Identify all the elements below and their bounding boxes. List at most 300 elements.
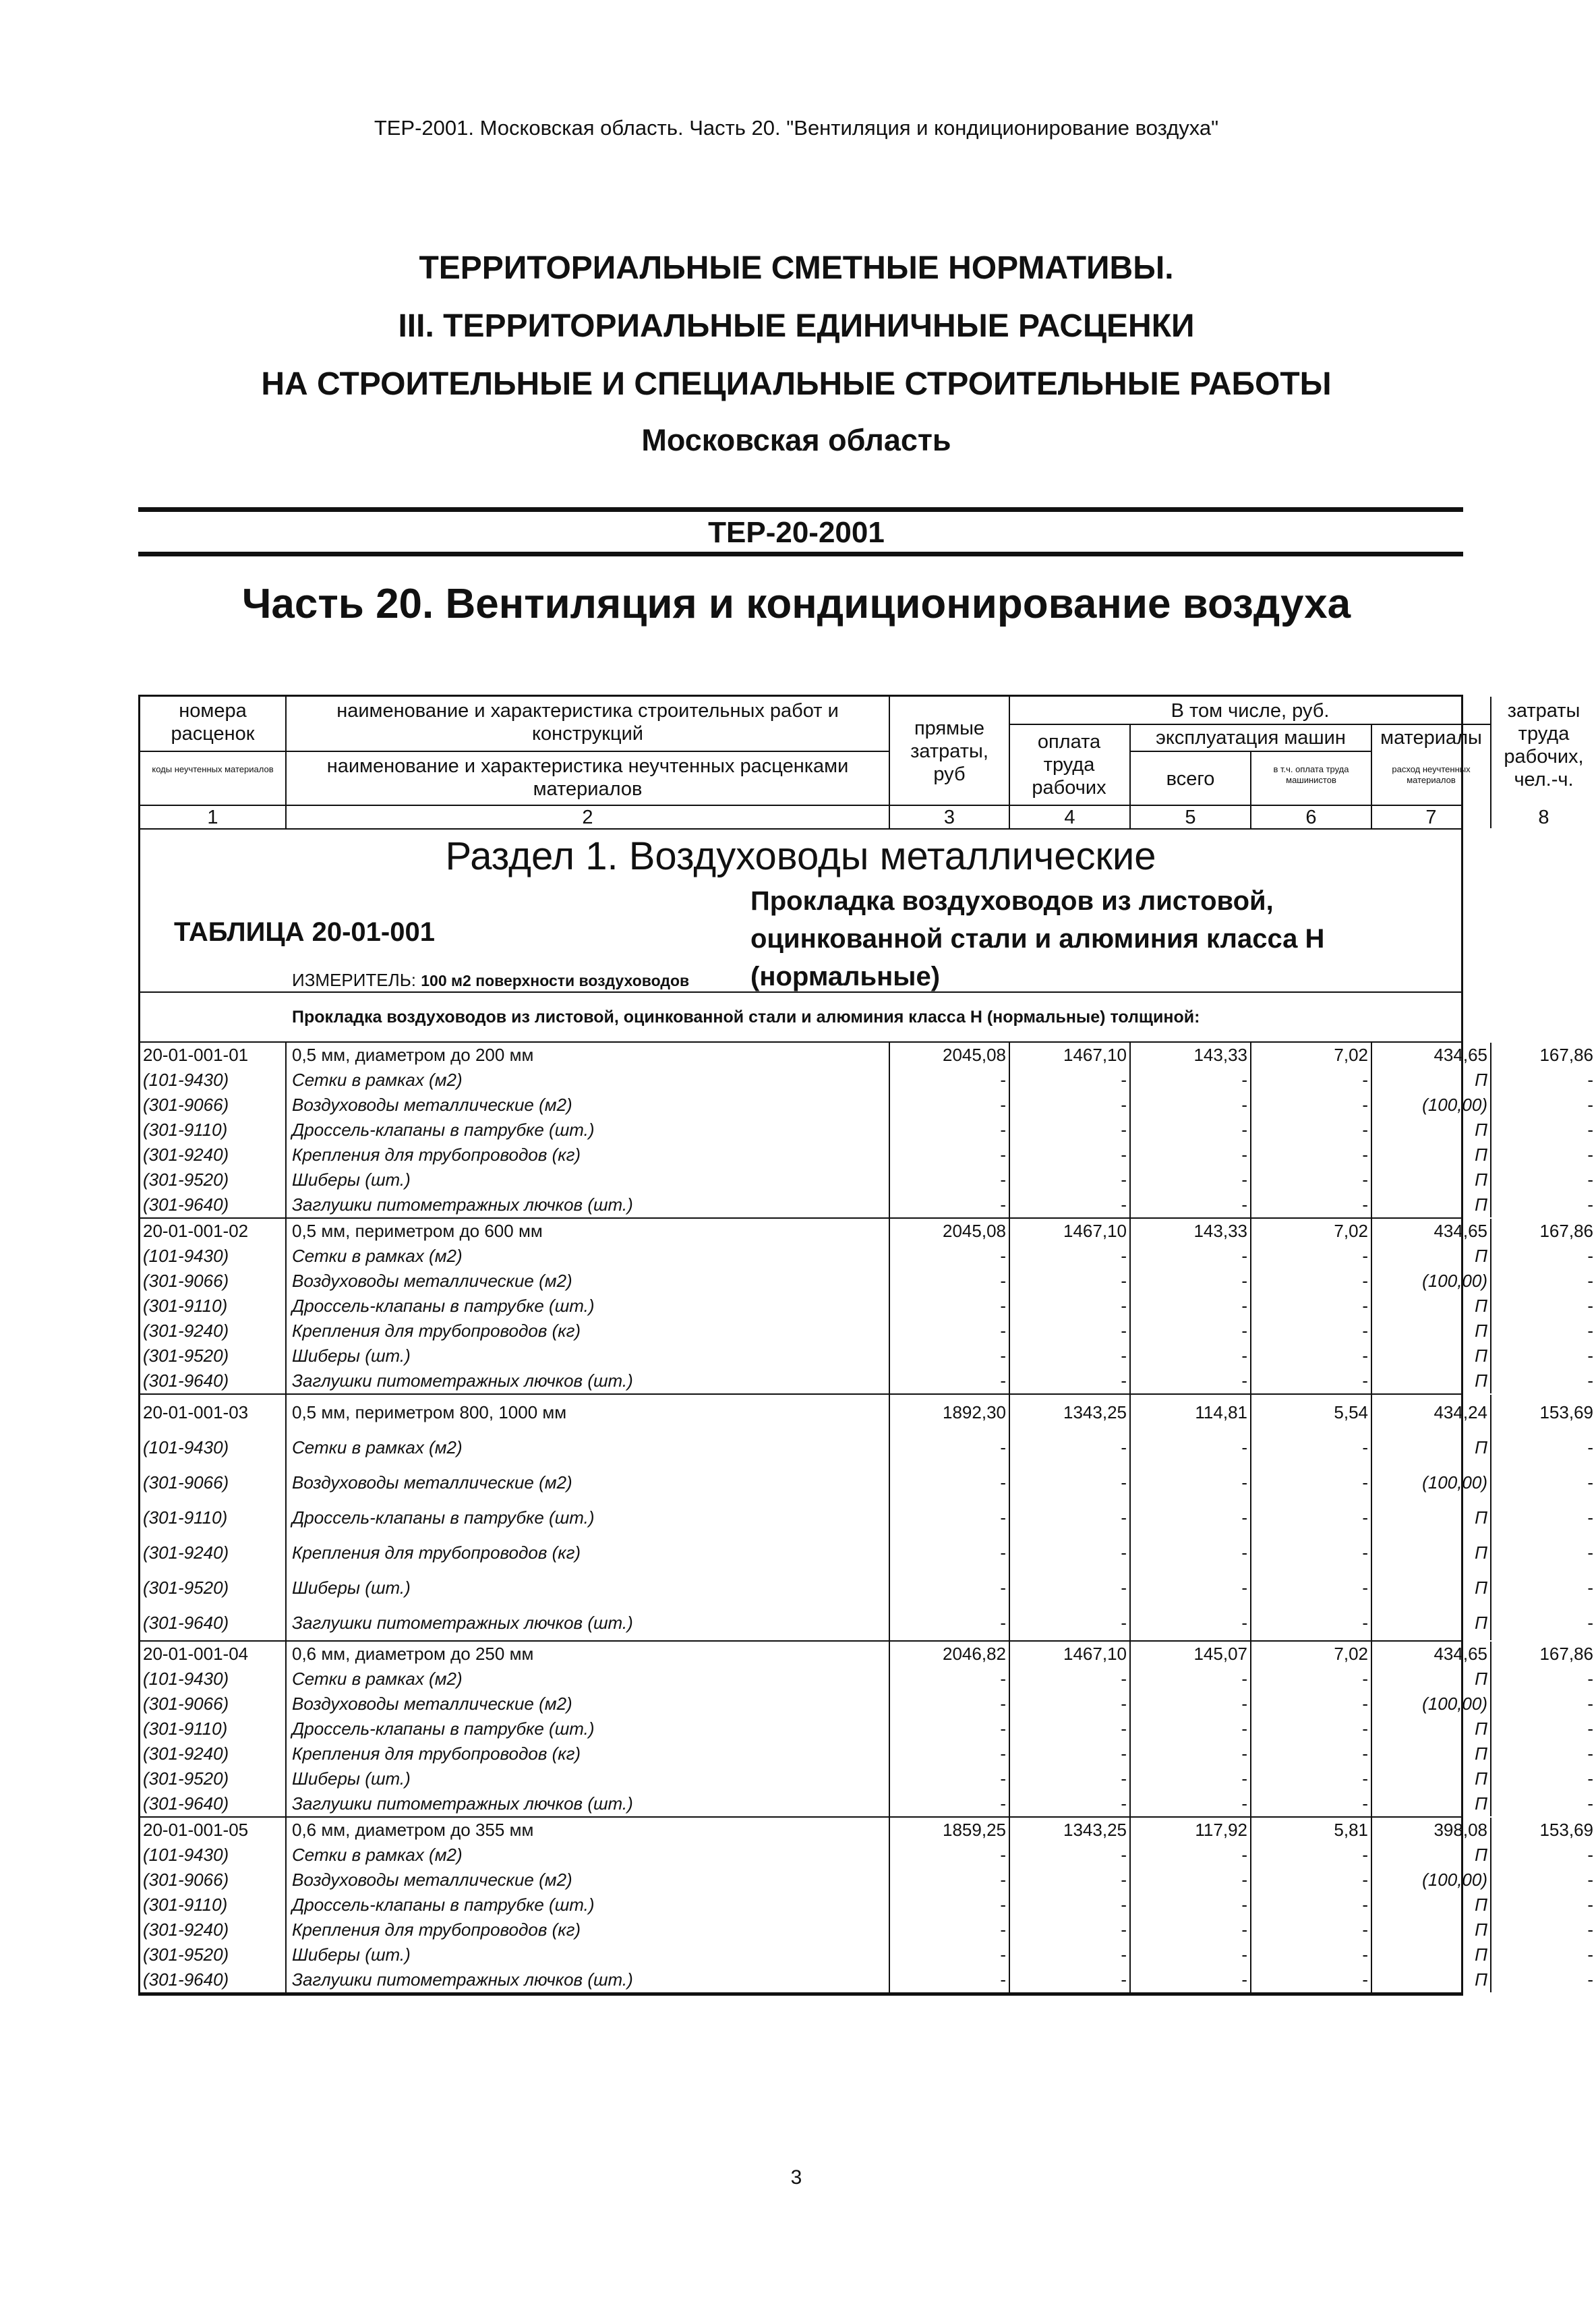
material-cost: 434,65: [1434, 1045, 1487, 1065]
direct-cost: -: [1000, 1870, 1006, 1890]
labor-hours: -: [1587, 1507, 1593, 1528]
material-row: [140, 1791, 1593, 1816]
labor-cost: -: [1121, 1095, 1127, 1115]
machine-cost: -: [1241, 1321, 1247, 1341]
material-code: (301-9110): [143, 1895, 228, 1915]
material-consumption: П: [1475, 1507, 1487, 1528]
direct-cost: -: [1000, 1669, 1006, 1689]
machine-cost: -: [1241, 1895, 1247, 1915]
direct-cost: -: [1000, 1507, 1006, 1528]
material-row: [140, 1167, 1593, 1192]
material-code: (301-9520): [143, 1768, 229, 1789]
material-name: Сетки в рамках (м2): [292, 1669, 463, 1689]
direct-cost: 2046,82: [943, 1644, 1006, 1664]
bottom-rule: [138, 552, 1463, 556]
rate-row: [140, 1219, 1593, 1244]
labor-hours: 153,69: [1539, 1402, 1593, 1422]
material-cost: 434,24: [1434, 1402, 1487, 1422]
material-name: Воздуховоды металлические (м2): [292, 1095, 572, 1115]
material-code: (301-9520): [143, 1346, 229, 1366]
material-consumption: П: [1475, 1669, 1487, 1689]
material-consumption: П: [1475, 1542, 1487, 1563]
machine-labor-cost: -: [1362, 1120, 1368, 1140]
machine-cost: -: [1241, 1969, 1247, 1990]
labor-cost: -: [1121, 1969, 1127, 1990]
labor-hours: -: [1587, 1120, 1593, 1140]
material-consumption: П: [1475, 1246, 1487, 1266]
machine-cost: -: [1241, 1070, 1247, 1090]
labor-cost: -: [1121, 1743, 1127, 1764]
material-row: [140, 1294, 1593, 1319]
header-col4: оплата труда рабочих: [1032, 731, 1106, 799]
material-consumption: П: [1475, 1895, 1487, 1915]
title-line-3: НА СТРОИТЕЛЬНЫЕ И СПЕЦИАЛЬНЫЕ СТРОИТЕЛЬНЫЕ РАБОТЫ: [261, 366, 1332, 402]
material-code: (301-9110): [143, 1507, 228, 1528]
material-name: Сетки в рамках (м2): [292, 1070, 463, 1090]
direct-cost: -: [1000, 1578, 1006, 1598]
labor-hours: -: [1587, 1694, 1593, 1714]
labor-cost: 1467,10: [1063, 1221, 1127, 1241]
material-consumption: П: [1475, 1768, 1487, 1789]
direct-cost: -: [1000, 1246, 1006, 1266]
material-code: (301-9066): [143, 1472, 229, 1493]
material-row: [140, 1319, 1593, 1344]
material-code: (301-9110): [143, 1296, 228, 1316]
machine-cost: -: [1241, 1919, 1247, 1940]
material-name: Шиберы (шт.): [292, 1346, 411, 1366]
machine-cost: -: [1241, 1437, 1247, 1457]
header-col8: затраты труда рабочих, чел.-ч.: [1504, 700, 1584, 790]
material-row: [140, 1570, 1593, 1605]
machine-labor-cost: -: [1362, 1296, 1368, 1316]
material-consumption: П: [1475, 1170, 1487, 1190]
material-consumption: П: [1475, 1346, 1487, 1366]
machine-cost: -: [1241, 1145, 1247, 1165]
machine-cost: -: [1241, 1870, 1247, 1890]
top-rule: [138, 507, 1463, 512]
material-name: Шиберы (шт.): [292, 1578, 411, 1598]
rate-row: [140, 1395, 1593, 1430]
material-name: Заглушки питометражных лючков (шт.): [292, 1194, 633, 1215]
col-num: 1: [207, 807, 218, 828]
machine-cost: -: [1241, 1613, 1247, 1633]
material-code: (301-9520): [143, 1944, 229, 1965]
labor-cost: -: [1121, 1944, 1127, 1965]
direct-cost: -: [1000, 1694, 1006, 1714]
labor-hours: -: [1587, 1669, 1593, 1689]
page-number: 3: [790, 2166, 802, 2189]
header-machines: эксплуатация машин: [1156, 727, 1346, 749]
direct-cost: 1892,30: [943, 1402, 1006, 1422]
labor-cost: -: [1121, 1170, 1127, 1190]
labor-hours: -: [1587, 1346, 1593, 1366]
material-consumption: П: [1475, 1321, 1487, 1341]
labor-cost: -: [1121, 1919, 1127, 1940]
direct-cost: -: [1000, 1437, 1006, 1457]
measurer: [292, 970, 689, 991]
labor-cost: -: [1121, 1145, 1127, 1165]
direct-cost: 2045,08: [943, 1221, 1006, 1241]
material-name: Крепления для трубопроводов (кг): [292, 1542, 581, 1563]
machine-cost: -: [1241, 1578, 1247, 1598]
labor-hours: -: [1587, 1793, 1593, 1814]
rate-code: 20-01-001-05: [143, 1820, 249, 1840]
machine-cost: -: [1241, 1246, 1247, 1266]
material-cost: 434,65: [1434, 1221, 1487, 1241]
machine-cost: -: [1241, 1370, 1247, 1391]
labor-hours: -: [1587, 1271, 1593, 1291]
material-row: [140, 1118, 1593, 1143]
header-materials: материалы: [1380, 727, 1482, 749]
material-code: (301-9066): [143, 1271, 229, 1291]
labor-cost: -: [1121, 1613, 1127, 1633]
header-col6: в т.ч. оплата труда машинистов: [1273, 764, 1349, 785]
machine-labor-cost: -: [1362, 1321, 1368, 1341]
material-code: (301-9640): [143, 1613, 229, 1633]
machine-labor-cost: -: [1362, 1507, 1368, 1528]
labor-hours: 167,86: [1539, 1221, 1593, 1241]
machine-labor-cost: 7,02: [1334, 1221, 1368, 1241]
part-title: Часть 20. Вентиляция и кондиционирование воздуха: [241, 581, 1351, 627]
labor-cost: -: [1121, 1271, 1127, 1291]
labor-hours: -: [1587, 1768, 1593, 1789]
direct-cost: -: [1000, 1346, 1006, 1366]
material-row: [140, 1344, 1593, 1368]
machine-labor-cost: -: [1362, 1437, 1368, 1457]
material-consumption: П: [1475, 1437, 1487, 1457]
labor-cost: 1467,10: [1063, 1644, 1127, 1664]
material-code: (301-9110): [143, 1120, 228, 1140]
direct-cost: -: [1000, 1542, 1006, 1563]
machine-labor-cost: -: [1362, 1870, 1368, 1890]
labor-cost: -: [1121, 1719, 1127, 1739]
material-code: (301-9240): [143, 1321, 229, 1341]
labor-cost: -: [1121, 1895, 1127, 1915]
material-consumption: П: [1475, 1743, 1487, 1764]
direct-cost: -: [1000, 1743, 1006, 1764]
document-title: [0, 239, 1593, 467]
col-num: 3: [943, 807, 955, 828]
labor-cost: -: [1121, 1370, 1127, 1391]
material-cost: 398,08: [1434, 1820, 1487, 1840]
machine-cost: -: [1241, 1669, 1247, 1689]
machine-cost: -: [1241, 1472, 1247, 1493]
machine-cost: -: [1241, 1542, 1247, 1563]
labor-cost: -: [1121, 1437, 1127, 1457]
machine-labor-cost: -: [1362, 1969, 1368, 1990]
direct-cost: -: [1000, 1120, 1006, 1140]
table-label: ТАБЛИЦА 20-01-001: [174, 917, 435, 947]
rates-table: [138, 695, 1593, 1996]
material-name: Шиберы (шт.): [292, 1170, 411, 1190]
col-num: 5: [1185, 807, 1196, 828]
labor-hours: -: [1587, 1170, 1593, 1190]
machine-cost: -: [1241, 1095, 1247, 1115]
machine-labor-cost: 7,02: [1334, 1045, 1368, 1065]
machine-cost: -: [1241, 1743, 1247, 1764]
labor-hours: -: [1587, 1743, 1593, 1764]
rate-code: 20-01-001-04: [143, 1644, 249, 1664]
material-code: (301-9066): [143, 1694, 229, 1714]
material-code: (301-9240): [143, 1145, 229, 1165]
material-row: [140, 1269, 1593, 1294]
machine-labor-cost: -: [1362, 1845, 1368, 1865]
material-row: [140, 1868, 1593, 1893]
material-name: Шиберы (шт.): [292, 1944, 411, 1965]
header-col7: расход неучтенных материалов: [1392, 764, 1471, 785]
labor-cost: -: [1121, 1120, 1127, 1140]
labor-hours: -: [1587, 1870, 1593, 1890]
labor-hours: -: [1587, 1895, 1593, 1915]
labor-hours: -: [1587, 1969, 1593, 1990]
rate-group: [140, 1219, 1593, 1395]
rate-name: 0,5 мм, периметром 800, 1000 мм: [292, 1402, 567, 1422]
material-row: [140, 1535, 1593, 1570]
machine-labor-cost: 5,54: [1334, 1402, 1368, 1422]
col-num: 4: [1064, 807, 1075, 828]
material-name: Воздуховоды металлические (м2): [292, 1694, 572, 1714]
measurer-label: ИЗМЕРИТЕЛЬ:: [292, 970, 416, 990]
direct-cost: -: [1000, 1070, 1006, 1090]
machine-labor-cost: -: [1362, 1271, 1368, 1291]
material-consumption: П: [1475, 1969, 1487, 1990]
machine-labor-cost: -: [1362, 1768, 1368, 1789]
labor-cost: -: [1121, 1070, 1127, 1090]
material-row: [140, 1692, 1593, 1716]
labor-cost: -: [1121, 1870, 1127, 1890]
direct-cost: -: [1000, 1321, 1006, 1341]
machine-labor-cost: -: [1362, 1613, 1368, 1633]
labor-hours: -: [1587, 1613, 1593, 1633]
labor-hours: -: [1587, 1719, 1593, 1739]
col-num: 6: [1305, 807, 1317, 828]
material-row: [140, 1917, 1593, 1942]
material-code: (301-9640): [143, 1370, 229, 1391]
material-row: [140, 1716, 1593, 1741]
material-consumption: (100,00): [1422, 1095, 1487, 1115]
direct-cost: -: [1000, 1613, 1006, 1633]
machine-cost: -: [1241, 1170, 1247, 1190]
header-col3: прямые затраты, руб: [910, 718, 988, 785]
material-name: Шиберы (шт.): [292, 1768, 411, 1789]
labor-cost: -: [1121, 1321, 1127, 1341]
material-name: Дроссель-клапаны в патрубке (шт.): [292, 1507, 595, 1528]
material-name: Крепления для трубопроводов (кг): [292, 1145, 581, 1165]
material-consumption: П: [1475, 1944, 1487, 1965]
rate-group: [140, 1043, 1593, 1219]
material-row: [140, 1893, 1593, 1917]
machine-labor-cost: -: [1362, 1895, 1368, 1915]
rate-row: [140, 1043, 1593, 1068]
labor-hours: -: [1587, 1919, 1593, 1940]
material-name: Крепления для трубопроводов (кг): [292, 1743, 581, 1764]
machine-cost: 114,81: [1195, 1402, 1247, 1422]
material-row: [140, 1244, 1593, 1269]
rate-name: 0,6 мм, диаметром до 250 мм: [292, 1644, 534, 1664]
machine-labor-cost: -: [1362, 1346, 1368, 1366]
material-row: [140, 1430, 1593, 1465]
title-line-2: III. ТЕРРИТОРИАЛЬНЫЕ ЕДИНИЧНЫЕ РАСЦЕНКИ: [398, 308, 1195, 344]
material-row: [140, 1967, 1593, 1992]
rate-groups: [140, 1043, 1593, 1994]
machine-cost: -: [1241, 1694, 1247, 1714]
machine-cost: -: [1241, 1793, 1247, 1814]
direct-cost: -: [1000, 1296, 1006, 1316]
direct-cost: -: [1000, 1845, 1006, 1865]
direct-cost: -: [1000, 1919, 1006, 1940]
labor-hours: -: [1587, 1437, 1593, 1457]
material-row: [140, 1500, 1593, 1535]
material-code: (101-9430): [143, 1669, 229, 1689]
header-col5: всего: [1166, 768, 1215, 790]
material-code: (301-9520): [143, 1170, 229, 1190]
machine-labor-cost: -: [1362, 1472, 1368, 1493]
rate-row: [140, 1642, 1593, 1667]
direct-cost: -: [1000, 1194, 1006, 1215]
material-code: (301-9240): [143, 1542, 229, 1563]
running-header: ТЕР-2001. Московская область. Часть 20. "Вентиляция и кондиционирование воздуха": [374, 116, 1219, 140]
table-description: Прокладка воздуховодов из листовой, оцинкованной стали и алюминия класса Н (нормальные): [750, 886, 1325, 991]
col-num: 7: [1425, 807, 1437, 828]
material-code: (101-9430): [143, 1246, 229, 1266]
machine-cost: -: [1241, 1296, 1247, 1316]
machine-labor-cost: -: [1362, 1145, 1368, 1165]
labor-cost: -: [1121, 1507, 1127, 1528]
labor-cost: -: [1121, 1296, 1127, 1316]
material-row: [140, 1741, 1593, 1766]
col-num: 8: [1538, 807, 1549, 828]
rate-code: 20-01-001-02: [143, 1221, 249, 1241]
labor-hours: -: [1587, 1578, 1593, 1598]
material-row: [140, 1465, 1593, 1500]
subheading: Прокладка воздуховодов из листовой, оцинкованной стали и алюминия класса Н (нормальные) толщиной:: [292, 1008, 1200, 1027]
labor-cost: -: [1121, 1694, 1127, 1714]
material-row: [140, 1368, 1593, 1393]
material-consumption: П: [1475, 1145, 1487, 1165]
material-consumption: (100,00): [1422, 1472, 1487, 1493]
labor-hours: 167,86: [1539, 1045, 1593, 1065]
material-name: Воздуховоды металлические (м2): [292, 1271, 572, 1291]
document-code: ТЕР-20-2001: [708, 516, 885, 549]
machine-labor-cost: -: [1362, 1542, 1368, 1563]
material-name: Сетки в рамках (м2): [292, 1246, 463, 1266]
rate-name: 0,5 мм, диаметром до 200 мм: [292, 1045, 534, 1065]
material-code: (301-9110): [143, 1719, 228, 1739]
material-row: [140, 1843, 1593, 1868]
material-name: Воздуховоды металлические (м2): [292, 1472, 572, 1493]
machine-cost: -: [1241, 1944, 1247, 1965]
material-name: Заглушки питометражных лючков (шт.): [292, 1969, 633, 1990]
rate-row: [140, 1818, 1593, 1843]
material-code: (301-9066): [143, 1095, 229, 1115]
machine-cost: -: [1241, 1120, 1247, 1140]
material-name: Воздуховоды металлические (м2): [292, 1870, 572, 1890]
direct-cost: -: [1000, 1271, 1006, 1291]
machine-cost: -: [1241, 1271, 1247, 1291]
material-row: [140, 1605, 1593, 1640]
labor-hours: -: [1587, 1296, 1593, 1316]
labor-cost: 1343,25: [1063, 1820, 1127, 1840]
machine-labor-cost: 7,02: [1334, 1644, 1368, 1664]
section-title: Раздел 1. Воздуховоды металлические: [445, 834, 1156, 878]
machine-labor-cost: -: [1362, 1694, 1368, 1714]
labor-hours: -: [1587, 1472, 1593, 1493]
direct-cost: -: [1000, 1170, 1006, 1190]
direct-cost: -: [1000, 1793, 1006, 1814]
rate-name: 0,5 мм, периметром до 600 мм: [292, 1221, 543, 1241]
labor-cost: 1467,10: [1063, 1045, 1127, 1065]
machine-cost: 145,07: [1193, 1644, 1247, 1664]
direct-cost: -: [1000, 1719, 1006, 1739]
labor-cost: 1343,25: [1063, 1402, 1127, 1422]
machine-cost: -: [1241, 1194, 1247, 1215]
labor-hours: -: [1587, 1845, 1593, 1865]
rate-code: 20-01-001-03: [143, 1402, 249, 1422]
section-block: [140, 830, 1461, 993]
labor-cost: -: [1121, 1578, 1127, 1598]
machine-cost: 143,33: [1193, 1045, 1247, 1065]
material-name: Крепления для трубопроводов (кг): [292, 1919, 581, 1940]
machine-cost: -: [1241, 1507, 1247, 1528]
labor-cost: -: [1121, 1669, 1127, 1689]
labor-hours: -: [1587, 1246, 1593, 1266]
material-consumption: П: [1475, 1194, 1487, 1215]
machine-cost: -: [1241, 1719, 1247, 1739]
material-row: [140, 1143, 1593, 1167]
machine-labor-cost: -: [1362, 1370, 1368, 1391]
material-consumption: (100,00): [1422, 1694, 1487, 1714]
direct-cost: -: [1000, 1370, 1006, 1391]
machine-labor-cost: -: [1362, 1919, 1368, 1940]
material-name: Дроссель-клапаны в патрубке (шт.): [292, 1296, 595, 1316]
material-row: [140, 1667, 1593, 1692]
material-consumption: П: [1475, 1919, 1487, 1940]
material-code: (101-9430): [143, 1070, 229, 1090]
material-name: Дроссель-клапаны в патрубке (шт.): [292, 1895, 595, 1915]
material-consumption: П: [1475, 1296, 1487, 1316]
material-row: [140, 1766, 1593, 1791]
direct-cost: -: [1000, 1095, 1006, 1115]
machine-labor-cost: -: [1362, 1719, 1368, 1739]
material-consumption: П: [1475, 1120, 1487, 1140]
material-name: Сетки в рамках (м2): [292, 1437, 463, 1457]
rate-name: 0,6 мм, диаметром до 355 мм: [292, 1820, 534, 1840]
material-row: [140, 1942, 1593, 1967]
machine-labor-cost: -: [1362, 1743, 1368, 1764]
material-code: (301-9066): [143, 1870, 229, 1890]
machine-cost: -: [1241, 1346, 1247, 1366]
labor-hours: -: [1587, 1145, 1593, 1165]
machine-labor-cost: -: [1362, 1194, 1368, 1215]
material-code: (301-9640): [143, 1969, 229, 1990]
material-consumption: П: [1475, 1370, 1487, 1391]
labor-hours: 167,86: [1539, 1644, 1593, 1664]
labor-hours: -: [1587, 1194, 1593, 1215]
rate-group: [140, 1818, 1593, 1994]
header-col1-bottom: коды неучтенных материалов: [152, 764, 274, 774]
direct-cost: -: [1000, 1145, 1006, 1165]
machine-cost: 117,92: [1195, 1820, 1247, 1840]
material-name: Сетки в рамках (м2): [292, 1845, 463, 1865]
direct-cost: 2045,08: [943, 1045, 1006, 1065]
rate-group: [140, 1642, 1593, 1818]
labor-hours: -: [1587, 1070, 1593, 1090]
direct-cost: -: [1000, 1944, 1006, 1965]
labor-cost: -: [1121, 1472, 1127, 1493]
material-code: (301-9240): [143, 1743, 229, 1764]
machine-cost: 143,33: [1193, 1221, 1247, 1241]
material-row: [140, 1192, 1593, 1217]
